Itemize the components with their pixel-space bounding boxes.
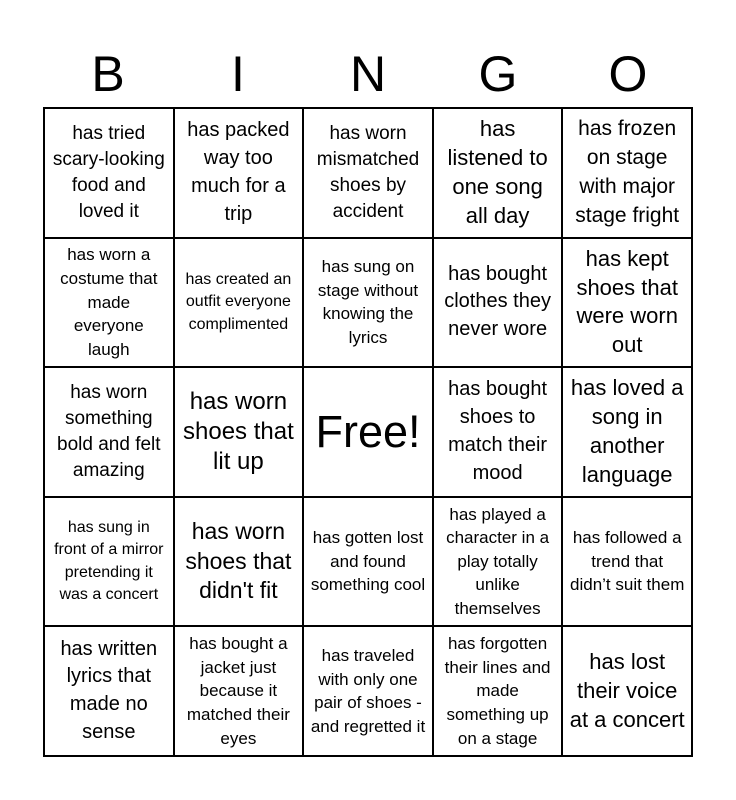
cell-text: has created an outfit everyone complimented	[185, 270, 292, 333]
cell-text: has sung in front of a mirror pretending it was a concert	[54, 518, 164, 603]
cell-text: has frozen on stage with major stage fright	[575, 117, 680, 227]
header-letter-o: O	[608, 46, 648, 102]
cell-text: has tried scary-looking food and loved it	[52, 123, 165, 222]
header-letter-n: N	[349, 46, 387, 102]
bingo-cell[interactable]	[433, 238, 563, 368]
cell-text: has worn something bold and felt amazing	[57, 382, 161, 481]
bingo-cell[interactable]	[562, 367, 692, 497]
cell-text: has written lyrics that made no sense	[60, 637, 158, 743]
cell-text: has bought clothes they never wore	[444, 262, 551, 341]
bingo-cell[interactable]	[44, 626, 174, 756]
cell-text: has played a character in a play totally unlike themselves	[446, 504, 550, 619]
cell-text: has listened to one song all day	[447, 116, 548, 228]
cell-text: has sung on stage without knowing the lyrics	[317, 257, 419, 348]
bingo-cell[interactable]	[562, 108, 692, 238]
bingo-cell[interactable]	[303, 108, 433, 238]
bingo-cell[interactable]	[433, 497, 563, 627]
cell-text: has kept shoes that were worn out	[576, 245, 678, 358]
cell-text: has traveled with only one pair of shoes - and regretted it	[310, 645, 426, 736]
cell-text: has gotten lost and found something cool	[310, 528, 426, 595]
cell-text: has worn shoes that lit up	[183, 387, 294, 475]
bingo-cell[interactable]	[174, 367, 304, 497]
cell-text: has bought shoes to match their mood	[448, 378, 548, 484]
bingo-cell[interactable]	[174, 626, 304, 756]
bingo-cell[interactable]	[44, 367, 174, 497]
bingo-cell[interactable]	[44, 238, 174, 368]
cell-text: has lost their voice at a concert	[569, 648, 685, 732]
bingo-card	[43, 107, 693, 757]
cell-text: has worn mismatched shoes by accident	[316, 123, 420, 222]
free-space-label: Free!	[315, 406, 421, 458]
bingo-cell[interactable]	[303, 626, 433, 756]
bingo-header	[43, 40, 693, 108]
bingo-cell[interactable]	[174, 497, 304, 627]
free-space-cell[interactable]	[303, 367, 433, 497]
cell-text: has forgotten their lines and made something up on a stage	[444, 634, 551, 748]
cell-text: has packed way too much for a trip	[187, 119, 290, 225]
bingo-cell[interactable]	[303, 497, 433, 627]
bingo-cell[interactable]	[44, 108, 174, 238]
cell-text: has bought a jacket just because it matched their eyes	[186, 634, 290, 748]
header-letter-b: B	[91, 46, 125, 102]
cell-text: has loved a song in another language	[570, 375, 684, 487]
header-letter-g: G	[478, 46, 518, 102]
bingo-cell[interactable]	[174, 108, 304, 238]
bingo-cell[interactable]	[174, 238, 304, 368]
bingo-cell[interactable]	[562, 626, 692, 756]
bingo-cell[interactable]	[562, 497, 692, 627]
bingo-cell[interactable]	[44, 497, 174, 627]
bingo-cell[interactable]	[303, 238, 433, 368]
bingo-cell[interactable]	[433, 108, 563, 238]
cell-text: has worn shoes that didn't fit	[185, 518, 292, 604]
header-letter-i: I	[231, 46, 245, 102]
bingo-cell[interactable]	[562, 238, 692, 368]
cell-text: has worn a costume that made everyone laugh	[60, 245, 158, 359]
cell-text: has followed a trend that didn’t suit them	[570, 528, 685, 595]
bingo-cell[interactable]	[433, 626, 563, 756]
bingo-cell[interactable]	[433, 367, 563, 497]
